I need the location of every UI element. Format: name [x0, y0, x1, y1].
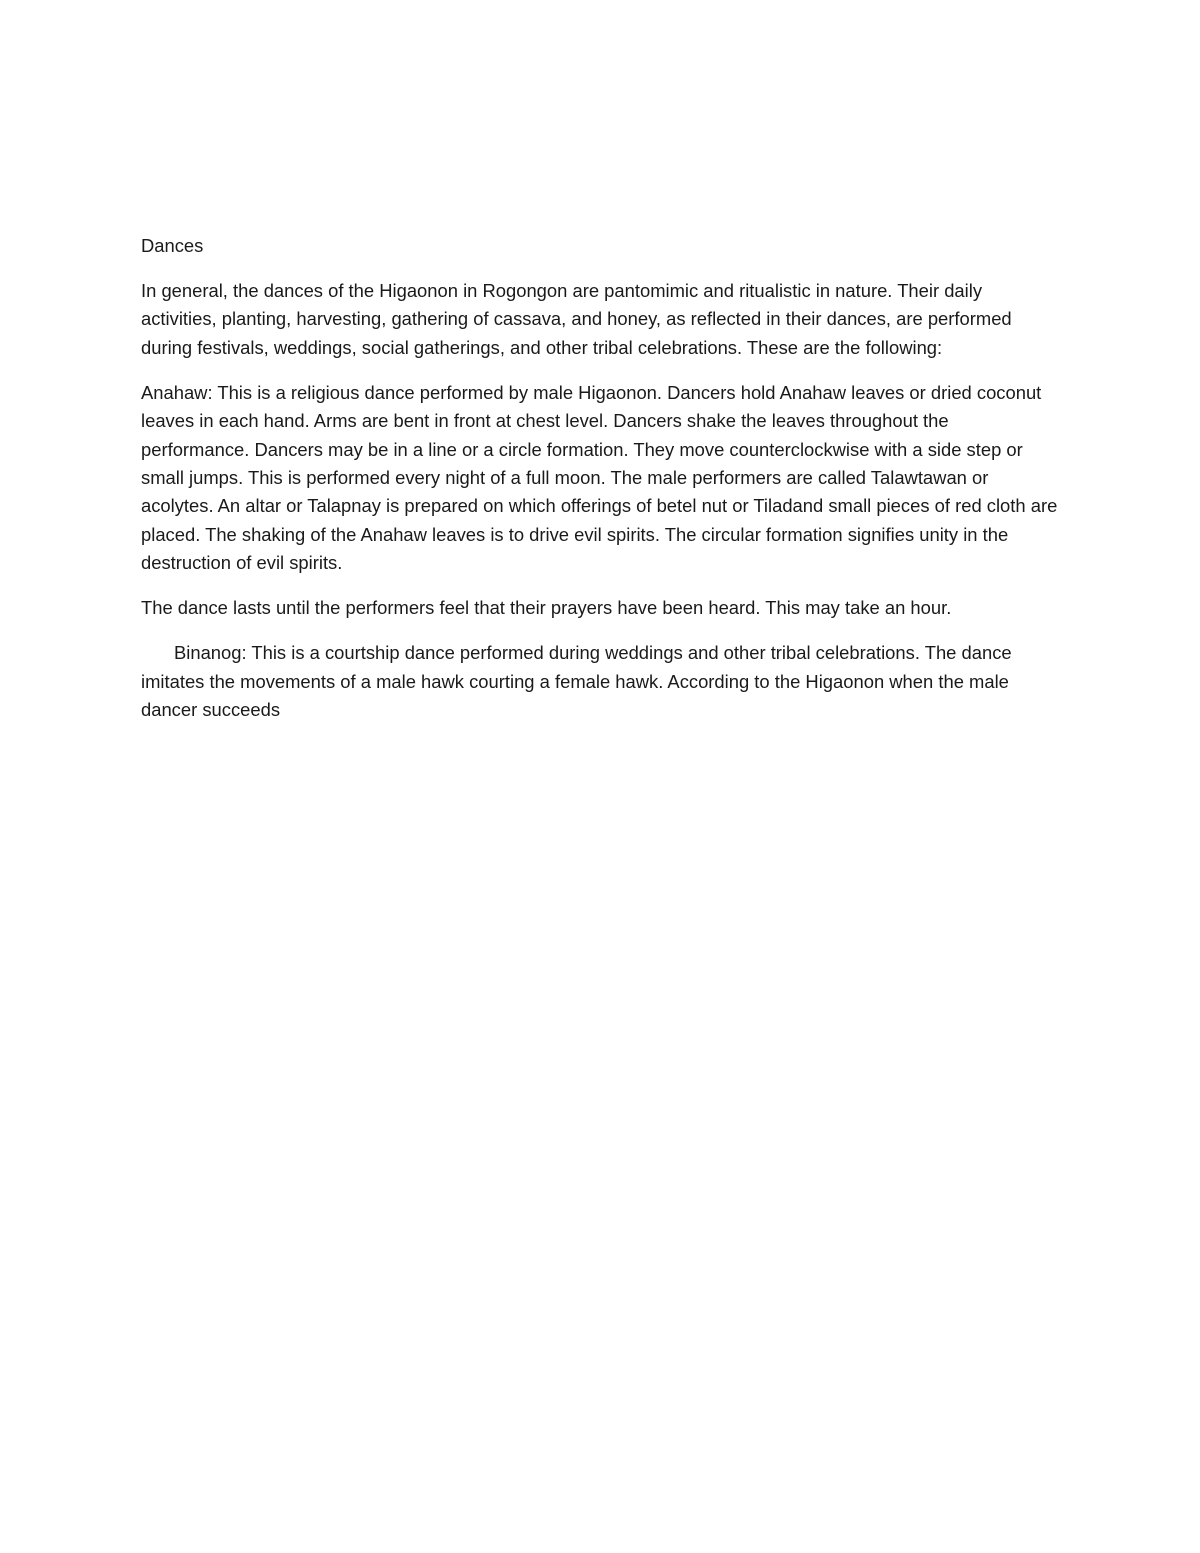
paragraph-anahaw: Anahaw: This is a religious dance performed by male Higaonon. Dancers hold Anahaw leaves or dried coconut leaves in each hand. Arms are bent in front at chest level. Dancers shake the leaves throughout the performance. Dancers may be in a line or a circle formation. They move counterclockwise with a side step or small jumps. This is performed every night of a full moon. The male performers are called Talawtawan or acolytes. An altar or Talapnay is prepared on which offerings of betel nut or Tiladand small pieces of red cloth are placed. The shaking of the Anahaw leaves is to drive evil spirits. The circular formation signifies unity in the destruction of evil spirits. [141, 381, 1058, 574]
paragraph-intro: In general, the dances of the Higaonon in Rogongon are pantomimic and ritualistic in nature. Their daily activities, planting, harvesting, gathering of cassava, and honey, as reflected in their dances, are performed during festivals, weddings, social gatherings, and other tribal celebrations. These are the following: [141, 280, 1012, 358]
section-heading: Dances [141, 235, 204, 256]
document-body [141, 232, 1061, 741]
paragraph-dance-duration: The dance lasts until the performers feel that their prayers have been heard. This may take an hour. [141, 597, 952, 619]
paragraph-binanog: Binanog: This is a courtship dance performed during weddings and other tribal celebrations. The dance imitates the movements of a male hawk courting a female hawk. According to the Higaonon when the male dancer succeeds [141, 642, 1012, 721]
